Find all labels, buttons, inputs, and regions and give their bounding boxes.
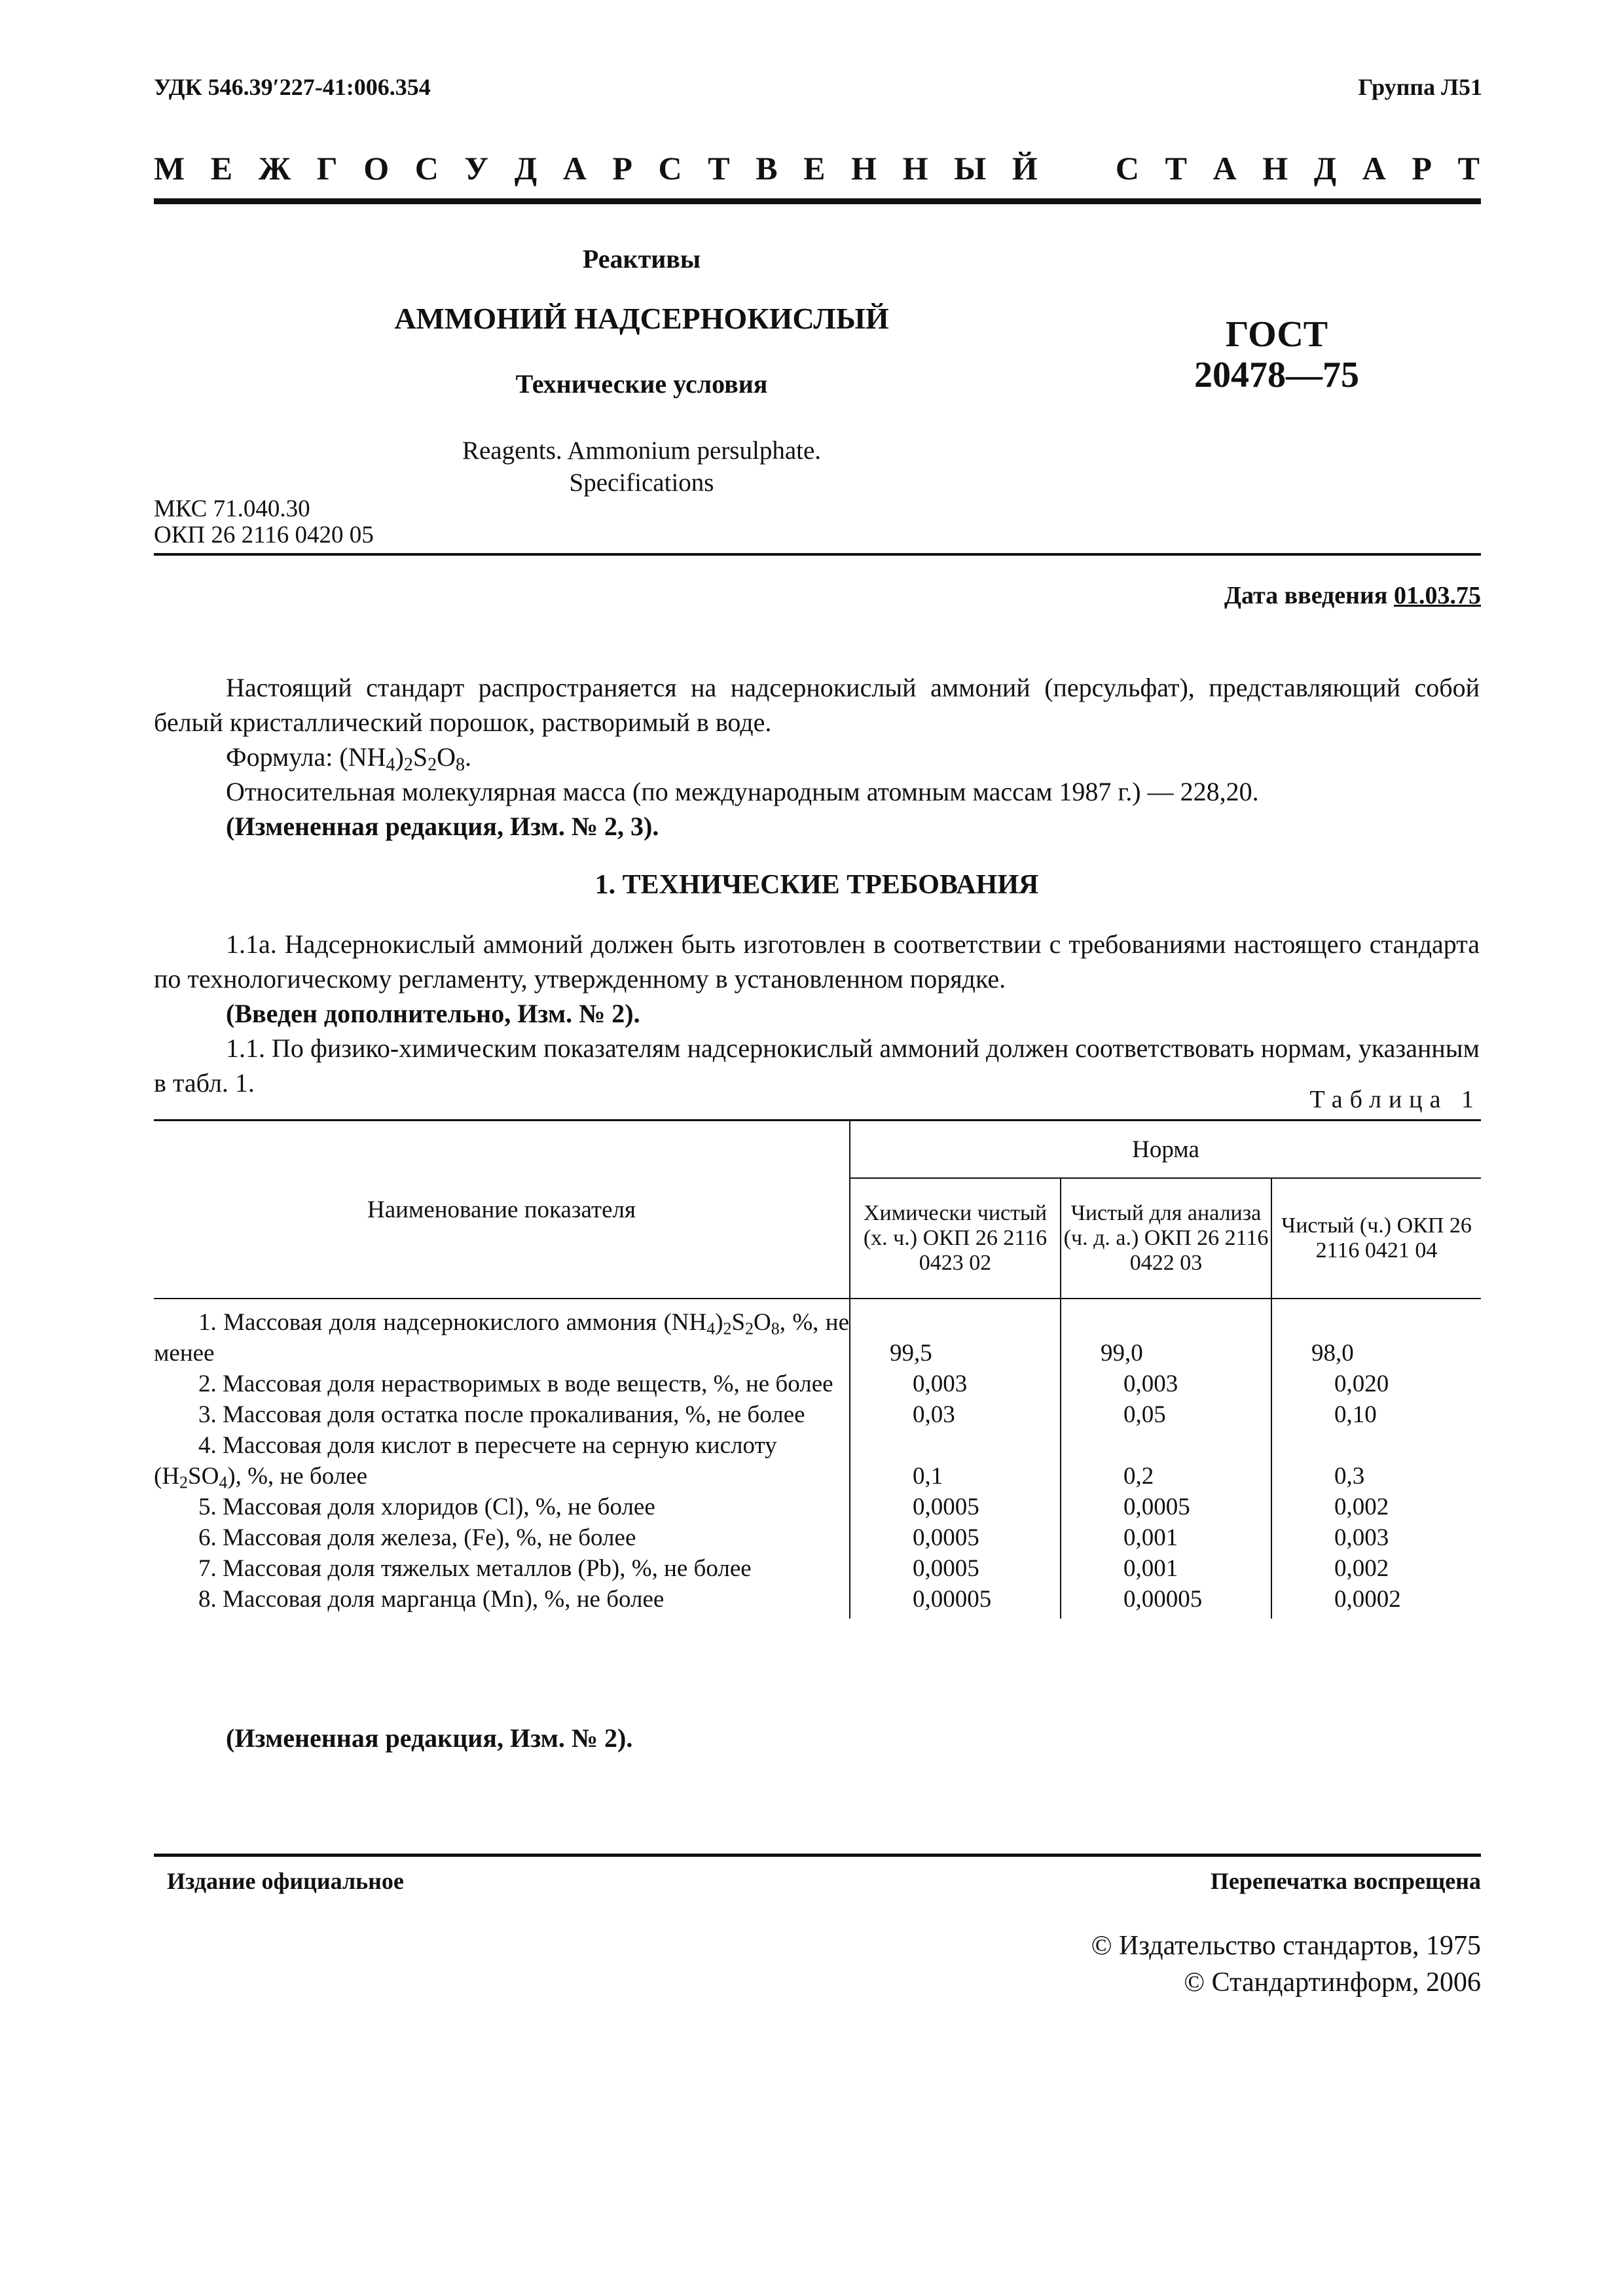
banner-letter: Е — [803, 150, 826, 187]
cell-value: 0,002 — [1271, 1553, 1481, 1584]
banner-letter: Г — [316, 150, 338, 187]
table-header-name: Наименование показателя — [154, 1121, 850, 1299]
cell-value: 0,003 — [1271, 1522, 1481, 1553]
banner-letter: Н — [851, 150, 877, 187]
cell-value: 0,002 — [1271, 1492, 1481, 1522]
formula: $(NH_4)_2S_2O_8$. — [339, 742, 471, 775]
clause-1-1: 1.1. По физико-химическим показателям надсернокислый аммоний должен соответствовать нормам, указанным в табл. 1. — [154, 1033, 1480, 1098]
banner-letter: Т — [708, 150, 730, 187]
intro-date-label: Дата введения — [1224, 582, 1388, 609]
udk-code: УДК 546.39′227-41:006.354 — [154, 74, 431, 100]
banner-letter: А — [1213, 150, 1237, 187]
classification-codes — [154, 496, 374, 548]
group-code: Группа Л51 — [1358, 74, 1482, 100]
cell-value: 99,5 — [850, 1299, 1061, 1369]
cell-value: 98,0 — [1271, 1299, 1481, 1369]
molecular-mass: Относительная молекулярная масса (по международным атомным массам 1987 г.) — 228,20. — [226, 777, 1259, 806]
banner-letter: А — [1362, 150, 1386, 187]
banner-letter: С — [658, 150, 682, 187]
table-caption: Таблица 1 — [1309, 1086, 1481, 1113]
title-category: Реактивы — [582, 244, 701, 274]
banner-rule — [154, 198, 1481, 204]
copyright-line: © Стандартинформ, 2006 — [1184, 1967, 1481, 1998]
row-name: 8. Массовая доля марганца (Mn), %, не более — [198, 1586, 665, 1613]
banner-letter: М — [154, 150, 185, 187]
cell-value: 0,001 — [1061, 1522, 1271, 1553]
banner-letter: А — [562, 150, 587, 187]
title-english-line1: Reagents. Ammonium persulphate. — [462, 437, 822, 465]
copyright-line: © Издательство стандартов, 1975 — [1091, 1931, 1481, 1961]
title-english — [154, 435, 1129, 499]
table-row — [154, 1369, 1481, 1399]
cell-value: 0,0002 — [1271, 1584, 1481, 1619]
clause-1-1a-note: (Введен дополнительно, Изм. № 2). — [226, 999, 640, 1028]
banner-letter: О — [363, 150, 390, 187]
footer-rule — [154, 1854, 1481, 1857]
table-row — [154, 1299, 1481, 1369]
cell-value: 0,03 — [850, 1399, 1061, 1430]
banner-letter: Т — [1165, 150, 1187, 187]
formula-line — [154, 740, 1480, 774]
table-amendment: (Измененная редакция, Изм. № 2). — [226, 1723, 633, 1753]
cell-value: 0,0005 — [850, 1522, 1061, 1553]
table-row — [154, 1492, 1481, 1522]
table-row — [154, 1430, 1481, 1492]
gost-label: ГОСТ — [1225, 314, 1328, 355]
cell-value: 0,0005 — [1061, 1492, 1271, 1522]
banner-letter: Н — [1262, 150, 1288, 187]
banner-letter: Н — [902, 150, 928, 187]
cell-value: 0,1 — [850, 1430, 1061, 1492]
official-edition: Издание официальное — [167, 1868, 404, 1894]
grade-header: Чистый для анализа (ч. д. а.) ОКП 26 2116 0422 03 — [1061, 1178, 1271, 1299]
reprint-forbidden: Перепечатка воспрещена — [1210, 1868, 1481, 1894]
gost-designation — [1178, 314, 1375, 395]
row-name: 4. Массовая доля кислот в пересчете на серную кислоту $(H_2SO_4)$, %, не более — [154, 1432, 777, 1492]
intro-paragraph: Настоящий стандарт распространяется на надсернокислый аммоний (персульфат), представляющий собой белый кристаллический порошок, растворимый в воде. — [154, 673, 1480, 737]
okp-code: ОКП 26 2116 0420 05 — [154, 522, 374, 548]
gost-number: 20478—75 — [1194, 355, 1359, 395]
section-heading: 1. ТЕХНИЧЕСКИЕ ТРЕБОВАНИЯ — [594, 870, 1039, 900]
cell-value: 0,001 — [1061, 1553, 1271, 1584]
cell-value: 99,0 — [1061, 1299, 1271, 1369]
banner-letter: С — [1115, 150, 1140, 187]
banner-letter: Д — [514, 150, 538, 187]
title-english-line2: Specifications — [569, 469, 714, 497]
table-row — [154, 1553, 1481, 1584]
banner-letter: Ы — [954, 150, 987, 187]
banner-letter: Т — [1457, 150, 1480, 187]
cell-value: 0,3 — [1271, 1430, 1481, 1492]
copyright-block — [1091, 1928, 1481, 2001]
intro-date-value: 01.03.75 — [1394, 582, 1481, 609]
cell-value: 0,0005 — [850, 1553, 1061, 1584]
banner-letter: Ж — [258, 150, 291, 187]
banner-letter: Д — [1313, 150, 1337, 187]
row-name: 6. Массовая доля железа, (Fe), %, не более — [198, 1524, 636, 1551]
table-row — [154, 1584, 1481, 1619]
banner-letter: Р — [1412, 150, 1432, 187]
row-name: 7. Массовая доля тяжелых металлов (Pb), %, не более — [198, 1555, 752, 1582]
banner-letter: В — [756, 150, 778, 187]
clause-1-1a: 1.1а. Надсернокислый аммоний должен быть изготовлен в соответствии с требованиями настоящего стандарта по технологическому регламенту, утвержденному в установленном порядке. — [154, 929, 1480, 994]
row-name: 2. Массовая доля нерастворимых в воде веществ, %, не более — [198, 1371, 833, 1397]
cell-value: 0,00005 — [850, 1584, 1061, 1619]
table-row — [154, 1522, 1481, 1553]
title-name: АММОНИЙ НАДСЕРНОКИСЛЫЙ — [394, 302, 889, 335]
banner-letter: С — [414, 150, 439, 187]
mks-code: МКС 71.040.30 — [154, 495, 310, 522]
banner-letter: Р — [612, 150, 632, 187]
formula-label: Формула: — [226, 742, 340, 772]
cell-value: 0,00005 — [1061, 1584, 1271, 1619]
table-header-norm: Норма — [850, 1121, 1481, 1179]
cell-value: 0,003 — [850, 1369, 1061, 1399]
intro-date — [1224, 581, 1481, 610]
cell-value: 0,2 — [1061, 1430, 1271, 1492]
cell-value: 0,10 — [1271, 1399, 1481, 1430]
cell-value: 0,020 — [1271, 1369, 1481, 1399]
cell-value: 0,003 — [1061, 1369, 1271, 1399]
spec-table — [154, 1119, 1481, 1619]
row-name: 3. Массовая доля остатка после прокаливания, %, не более — [198, 1401, 805, 1428]
table-row — [154, 1399, 1481, 1430]
banner-letter: Й — [1012, 150, 1038, 187]
title-rule — [154, 553, 1481, 556]
title-subtitle: Технические условия — [515, 369, 768, 399]
row-name: 1. Массовая доля надсернокислого аммония $(NH_4)_2S_2O_8$, %, не менее — [154, 1309, 850, 1367]
banner-interstate-standard — [154, 149, 1480, 187]
cell-value: 0,05 — [1061, 1399, 1271, 1430]
intro-amendment: (Измененная редакция, Изм. № 2, 3). — [226, 812, 659, 841]
grade-header: Химически чистый (х. ч.) ОКП 26 2116 0423 02 — [850, 1178, 1061, 1299]
row-name: 5. Массовая доля хлоридов (Cl), %, не более — [198, 1494, 655, 1520]
banner-letter: Е — [210, 150, 233, 187]
cell-value: 0,0005 — [850, 1492, 1061, 1522]
grade-header: Чистый (ч.) ОКП 26 2116 0421 04 — [1271, 1178, 1481, 1299]
banner-letter: У — [464, 150, 489, 187]
